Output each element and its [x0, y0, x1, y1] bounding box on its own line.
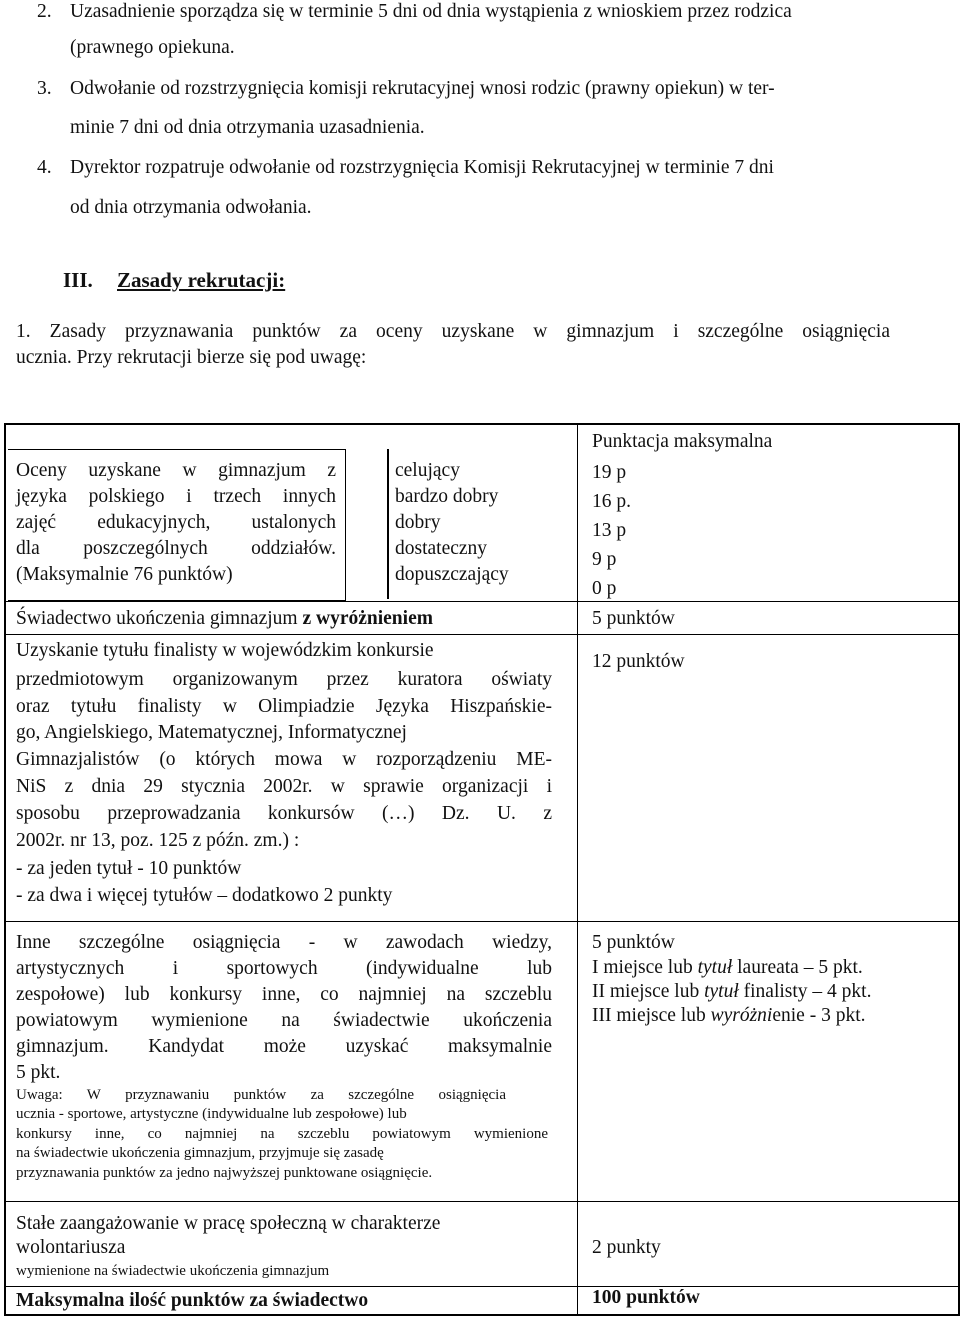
finalist-line: sposobu przeprowadzania konkursów (…) Dz. U. z	[16, 803, 552, 824]
grade-points: 0 p	[592, 578, 617, 599]
honors-label	[16, 607, 433, 631]
finalist-line: oraz tytułu finalisty w Olimpiadzie Języka Hiszpańskie-	[16, 696, 552, 717]
finalist-line: NiS z dnia 29 stycznia 2002r. w sprawie organizacji i	[16, 776, 552, 797]
place-points	[592, 956, 863, 980]
grade-name: dopuszczający	[395, 564, 509, 585]
grade-name: dobry	[395, 512, 441, 533]
place-points	[592, 980, 871, 1004]
grades-box-divider	[387, 449, 389, 599]
place-text-italic: tytuł	[704, 981, 739, 1002]
honors-label-bold: z wyróżnieniem	[302, 608, 433, 629]
note-line: przyznawania punktów za jedno najwyższej punktowane osiągnięcie.	[16, 1165, 433, 1181]
volunteer-points: 2 punkty	[592, 1237, 661, 1258]
grade-points: 19 p	[592, 462, 627, 483]
total-points: 100 punktów	[592, 1287, 700, 1308]
other-line: powiatowym wymienione na świadectwie ukończenia	[16, 1010, 552, 1031]
grades-max-note: (Maksymalnie 76 punktów)	[16, 564, 233, 585]
finalist-line: Uzyskanie tytułu finalisty w wojewódzkim konkursie	[16, 640, 434, 661]
finalist-line: przedmiotowym organizowanym przez kuratora oświaty	[16, 669, 552, 690]
grade-name: bardzo dobry	[395, 486, 499, 507]
max-points-header: Punktacja maksymalna	[592, 431, 773, 452]
grades-desc-line: języka polskiego i trzech innych	[16, 486, 336, 507]
place-text-italic: tytuł	[697, 957, 733, 978]
grade-points: 16 p.	[592, 491, 631, 512]
point-1-line2: ucznia. Przy rekrutacji bierze się pod uwagę:	[16, 347, 367, 368]
item-4-number: 4.	[37, 157, 52, 178]
item-2-line2: (prawnego opiekuna.	[70, 37, 235, 58]
grade-name: celujący	[395, 460, 460, 481]
item-4-line1: Dyrektor rozpatruje odwołanie od rozstrzygnięcia Komisji Rekrutacyjnej w terminie 7 dni	[70, 157, 774, 178]
grade-name: dostateczny	[395, 538, 488, 559]
other-line: Inne szczególne osiągnięcia - w zawodach wiedzy,	[16, 932, 552, 953]
honors-points: 5 punktów	[592, 608, 675, 629]
finalist-line: Gimnazjalistów (o których mowa w rozporządzeniu ME-	[16, 749, 552, 770]
place-text: I miejsce lub	[592, 957, 698, 978]
finalist-line: 2002r. nr 13, poz. 125 z późn. zm.) :	[16, 830, 300, 851]
section-title: Zasady rekrutacji:	[117, 268, 286, 292]
finalist-points: 12 punktów	[592, 651, 685, 672]
other-line: artystycznych i sportowych (indywidualne lub	[16, 958, 552, 979]
place-text: II miejsce lub	[592, 981, 705, 1002]
note-line: ucznia - sportowe, artystyczne (indywidualne lub zespołowe) lub	[16, 1106, 407, 1122]
finalist-line: - za dwa i więcej tytułów – dodatkowo 2 punkty	[16, 885, 393, 906]
grade-points: 13 p	[592, 520, 627, 541]
item-4-line2: od dnia otrzymania odwołania.	[70, 197, 312, 218]
place-text-italic: wyróżni	[710, 1005, 773, 1026]
point-1-line1: 1. Zasady przyznawania punktów za oceny uzyskane w gimnazjum i szczególne osiągnięcia	[16, 321, 890, 342]
place-text: laureata – 5 pkt.	[732, 957, 863, 978]
note-line: na świadectwie ukończenia gimnazjum, przyjmuje się zasadę	[16, 1145, 384, 1161]
other-points: 5 punktów	[592, 932, 675, 953]
note-line: Uwaga: W przyznawaniu punktów za szczególne osiągnięcia	[16, 1087, 506, 1103]
other-line: gimnazjum. Kandydat może uzyskać maksymalnie	[16, 1036, 552, 1057]
note-line: konkursy inne, co najmniej na szczeblu powiatowym wymienione	[16, 1126, 548, 1142]
section-number: III.	[63, 268, 93, 292]
other-line: zespołowe) lub konkursy inne, co najmniej na szczeblu	[16, 984, 552, 1005]
grades-desc-line: dla poszczególnych oddziałów.	[16, 538, 336, 559]
finalist-line: - za jeden tytuł - 10 punktów	[16, 858, 242, 879]
item-3-line2: minie 7 dni od dnia otrzymania uzasadnienia.	[70, 117, 425, 138]
place-points	[592, 1004, 866, 1028]
grade-points: 9 p	[592, 549, 617, 570]
item-2-line1: Uzasadnienie sporządza się w terminie 5 dni od dnia wystąpienia z wnioskiem przez rodzica	[70, 1, 792, 22]
item-2-number: 2.	[37, 1, 52, 22]
honors-label-text: Świadectwo ukończenia gimnazjum	[16, 608, 303, 629]
item-3-line1: Odwołanie od rozstrzygnięcia komisji rekrutacyjnej wnosi rodzic (prawny opiekun) w ter-	[70, 78, 775, 99]
place-text: III miejsce lub	[592, 1005, 711, 1026]
place-text: finalisty – 4 pkt.	[738, 981, 872, 1002]
other-line: 5 pkt.	[16, 1062, 61, 1083]
item-3-number: 3.	[37, 78, 52, 99]
total-label: Maksymalna ilość punktów za świadectwo	[16, 1290, 369, 1311]
volunteer-line2: wolontariusza	[16, 1237, 126, 1258]
grades-desc-line: Oceny uzyskane w gimnazjum z	[16, 460, 336, 481]
volunteer-line3: wymienione na świadectwie ukończenia gimnazjum	[16, 1263, 330, 1279]
volunteer-line1: Stałe zaangażowanie w pracę społeczną w charakterze	[16, 1213, 441, 1234]
finalist-line: go, Angielskiego, Matematycznej, Informatycznej	[16, 722, 407, 743]
place-text: enie - 3 pkt.	[772, 1005, 866, 1026]
grades-desc-line: zajęć edukacyjnych, ustalonych	[16, 512, 336, 533]
